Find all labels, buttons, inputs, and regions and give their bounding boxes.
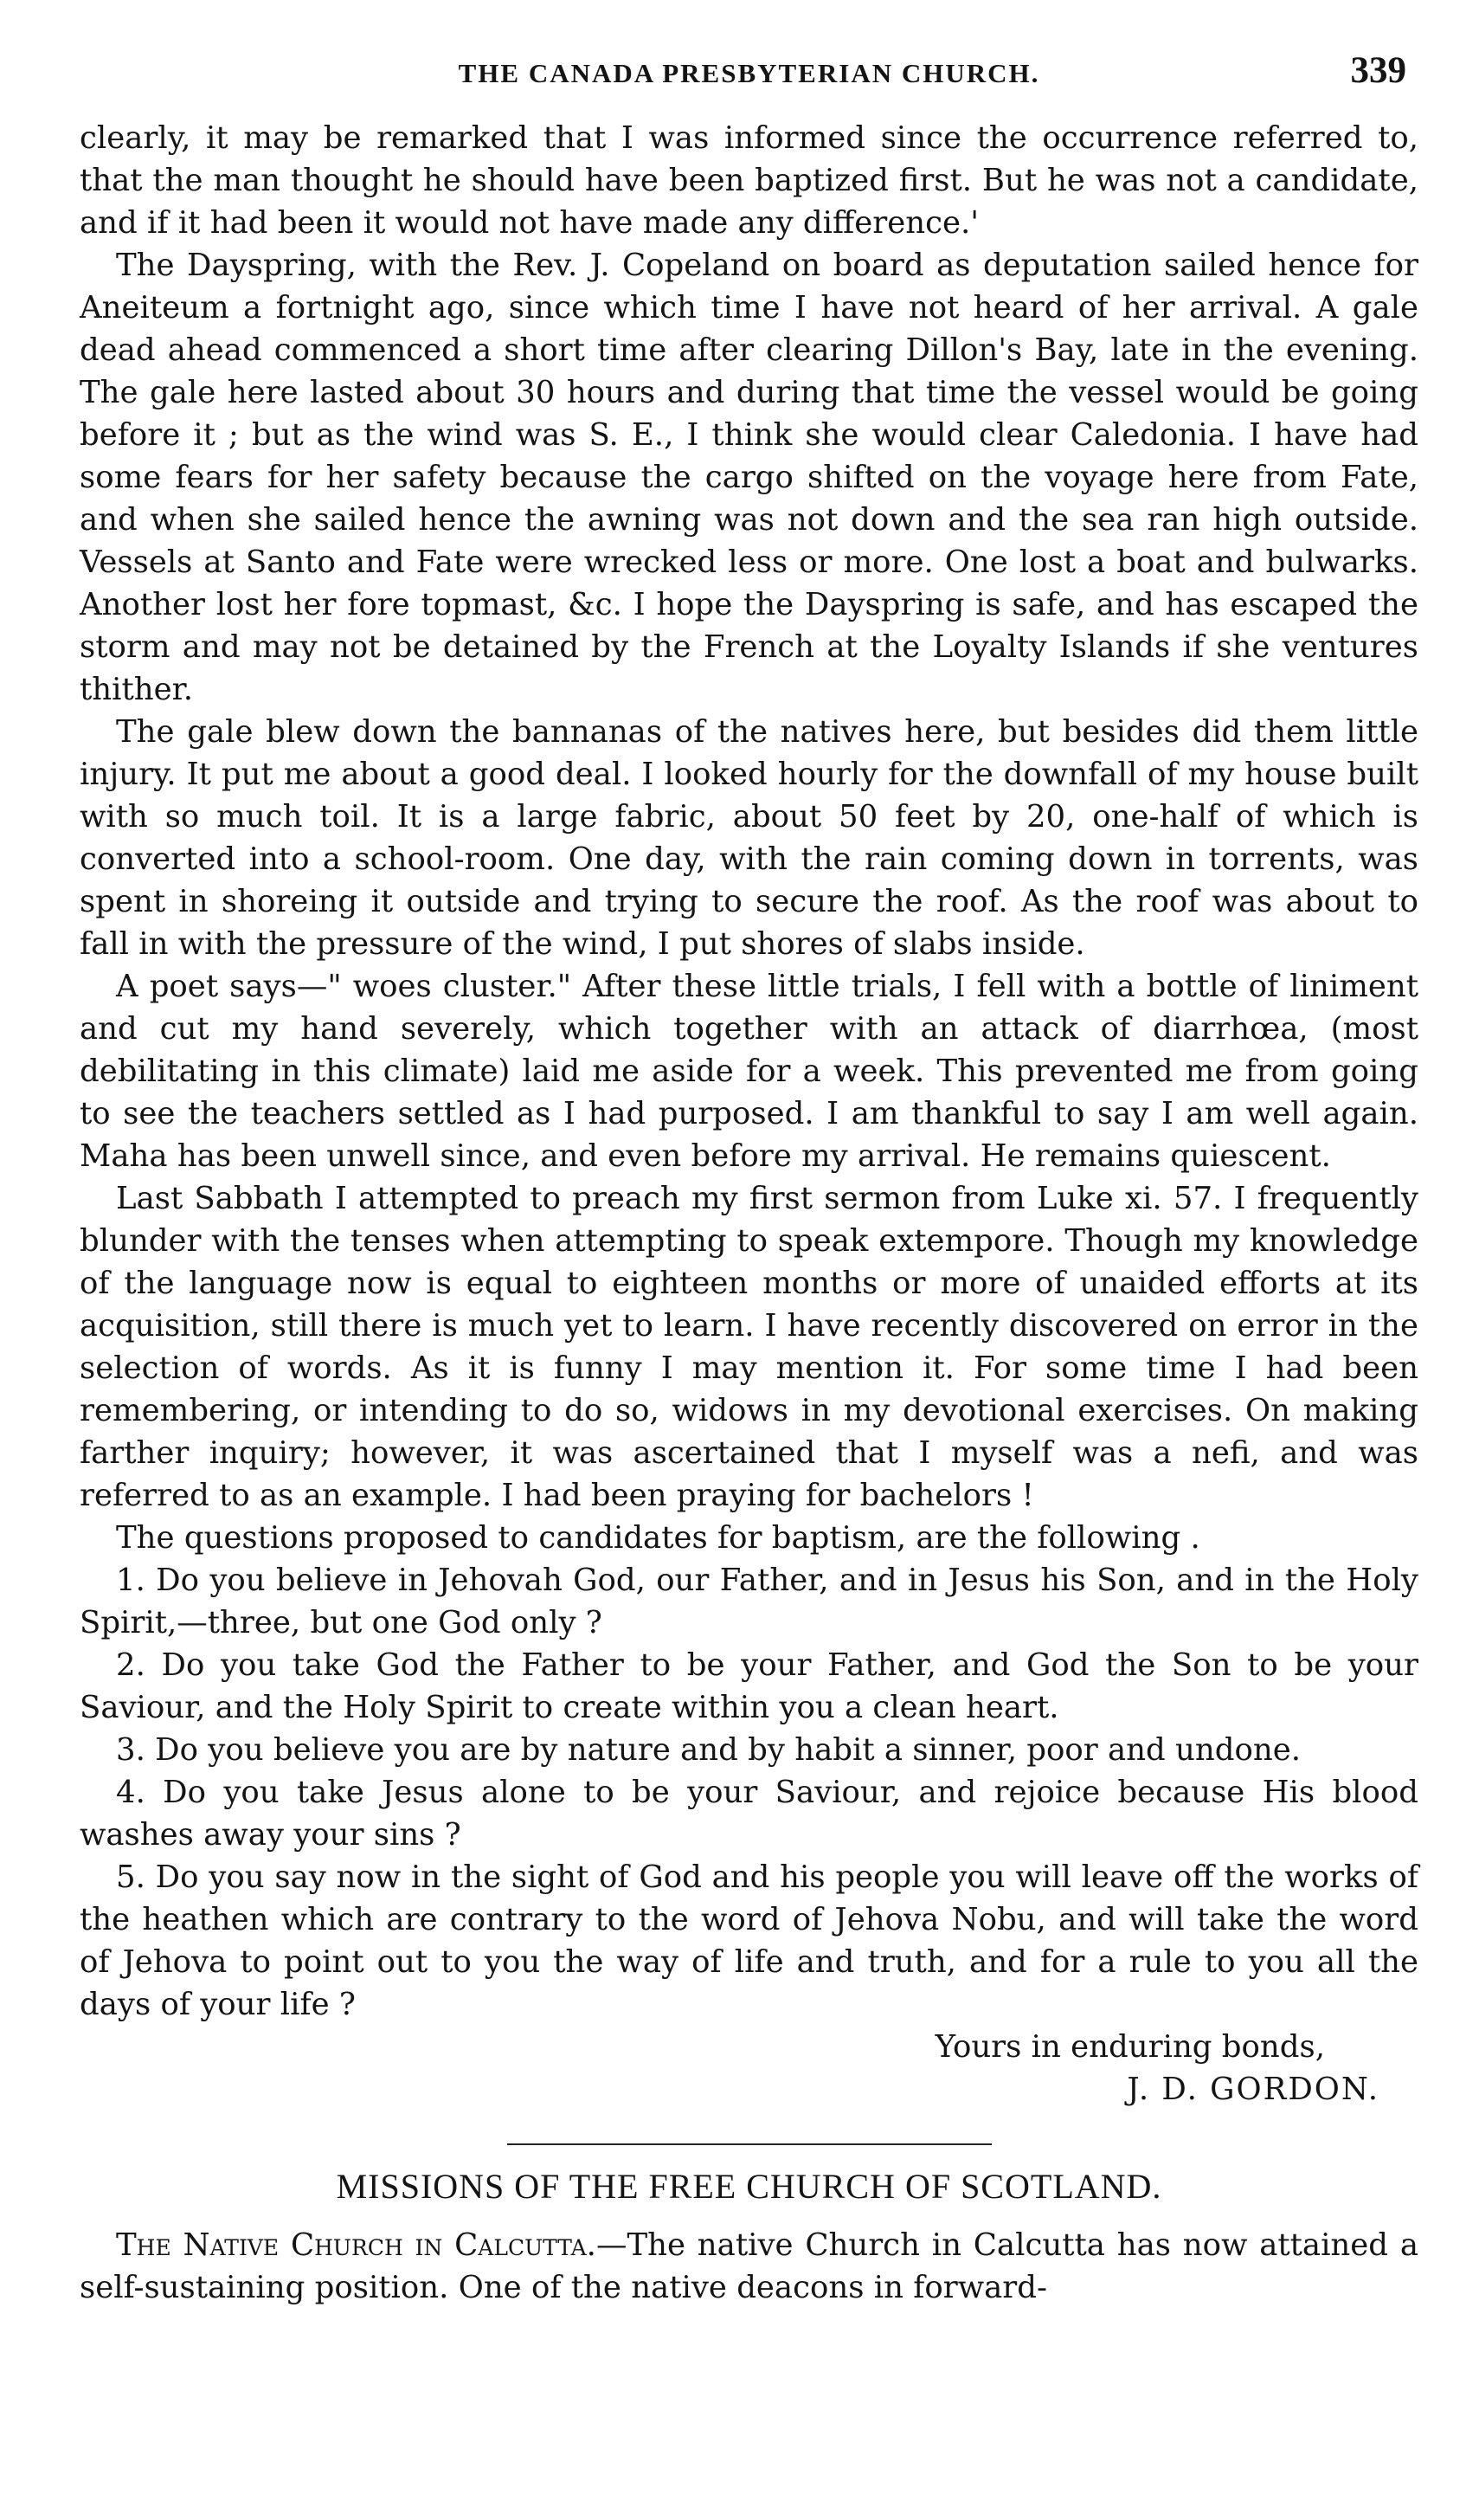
- section-body: [80, 2224, 1418, 2309]
- signoff: [80, 2026, 1418, 2111]
- running-head: [80, 48, 1418, 117]
- paragraph-gale: The gale blew down the bannanas of the natives here, but besides did them little injury. It put me about a good deal. I looked hourly for the downfall of my house built with so much toil. It is a large fabric, about 50 feet by 20, one-half of which is converted into a school-room. One day, with the rain coming down in torrents, was spent in shoreing it outside and trying to secure the roof. As the roof was about to fall in with the pressure of the wind, I put shores of slabs inside.: [80, 714, 1418, 962]
- paragraph-dayspring: The Dayspring, with the Rev. J. Copeland on board as deputation sailed hence for Aneiteum a fortnight ago, since which time I have not heard of her arrival. A gale dead ahead commenced a short time after clearing Dillon's Bay, late in the evening. The gale here lasted about 30 hours and during that time the vessel would be going before it ; but as the wind was S. E., I think she would clear Caledonia. I have had some fears for her safety because the cargo shifted on the voyage here from Fate, and when she sailed hence the awning was not down and the sea ran high outside. Vessels at Santo and Fate were wrecked less or more. One lost a boat and bulwarks. Another lost her fore topmast, &c. I hope the Dayspring is safe, and has escaped the storm and may not be detained by the French at the Loyalty Islands if she ventures thither.: [80, 248, 1418, 707]
- paragraph-sermon: Last Sabbath I attempted to preach my first sermon from Luke xi. 57. I frequently blunder with the tenses when attempting to speak extempore. Though my knowledge of the language now is equal to eighteen months or more of unaided efforts at its acquisition, still there is much yet to learn. I have recently discovered on error in the selection of words. As it is funny I may mention it. For some time I had been remembering, or intending to do so, widows in my devotional exercises. On making farther inquiry; however, it was ascertained that I myself was a nefi, and was referred to as an example. I had been praying for bachelors !: [80, 1181, 1418, 1513]
- question-5: 5. Do you say now in the sight of God and his people you will leave off the works of the heathen which are contrary to the word of Jehova Nobu, and will take the word of Jehova to point out to you the way of life and truth, and for a rule to you all the days of your life ?: [80, 1859, 1418, 2022]
- signature: J. D. GORDON.: [1127, 2072, 1379, 2107]
- section-text: —The native Church in Calcutta has now attained a self-sustaining position. One of the native deacons in forward-: [80, 2227, 1418, 2305]
- section-divider: [507, 2143, 992, 2145]
- section-heading: MISSIONS OF THE FREE CHURCH OF SCOTLAND.: [336, 2167, 1162, 2206]
- running-title: THE CANADA PRESBYTERIAN CHURCH.: [458, 58, 1040, 88]
- letter-body: [80, 117, 1418, 2026]
- section-lead-in: The Native Church in Calcutta.: [116, 2227, 596, 2263]
- question-2: 2. Do you take God the Father to be your Father, and God the Son to be your Saviour, and the Holy Spirit to create within you a clean heart.: [80, 1647, 1418, 1725]
- question-4: 4. Do you take Jesus alone to be your Saviour, and rejoice because His blood washes away your sins ?: [80, 1775, 1418, 1853]
- paragraph-questions-intro: The questions proposed to candidates for baptism, are the following .: [116, 1520, 1200, 1556]
- closing-line: Yours in enduring bonds,: [935, 2029, 1325, 2065]
- page-number: 339: [1350, 50, 1406, 91]
- paragraph-poet: A poet says—" woes cluster." After these little trials, I fell with a bottle of liniment and cut my hand severely, which together with an attack of diarrhœa, (most debilitating in this climate) laid me aside for a week. This prevented me from going to see the teachers settled as I had purposed. I am thankful to say I am well again. Maha has been unwell since, and even before my arrival. He remains quiescent.: [80, 969, 1418, 1174]
- question-1: 1. Do you believe in Jehovah God, our Father, and in Jesus his Son, and in the Holy Spirit,—three, but one God only ?: [80, 1563, 1418, 1640]
- question-3: 3. Do you believe you are by nature and by habit a sinner, poor and undone.: [116, 1732, 1302, 1768]
- section-paragraph: [80, 2224, 1418, 2309]
- paragraph-continuation: clearly, it may be remarked that I was informed since the occurrence referred to, that the man thought he should have been baptized first. But he was not a candidate, and if it had been it would not have made any difference.': [80, 120, 1418, 241]
